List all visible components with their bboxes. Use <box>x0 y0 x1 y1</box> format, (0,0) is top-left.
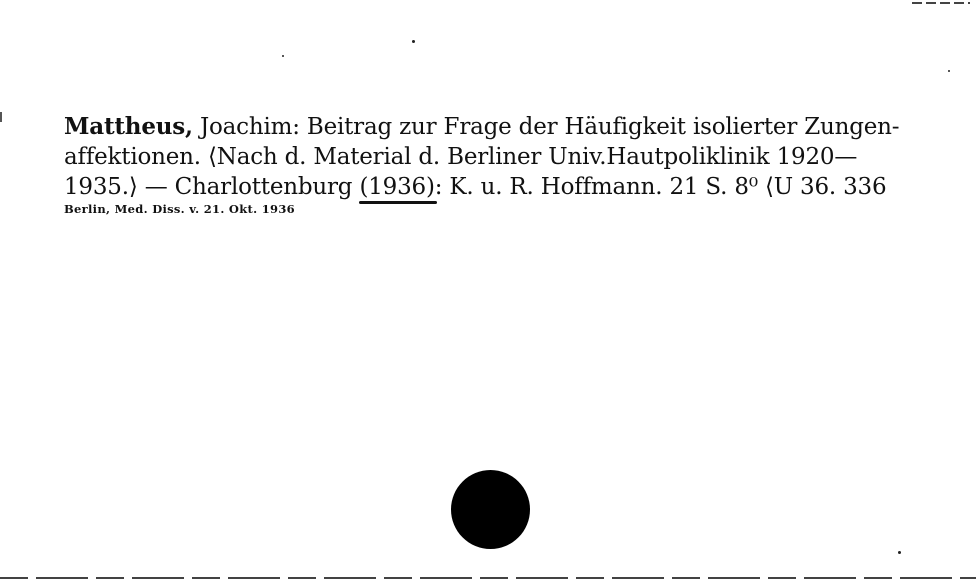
entry-line-2: affektionen. ⟨Nach d. Material d. Berliner Univ.Hautpoliklinik 1920— <box>64 144 858 170</box>
title-start: Joachim: Beitrag zur Frage der Häufigkeit isolierter Zungen- <box>192 114 900 140</box>
publisher-and-pages: : K. u. R. Hoffmann. 21 S. 8⁰ ⟨U 36. 336 <box>434 174 887 200</box>
bottom-edge-mark <box>0 577 976 579</box>
handwritten-underline <box>359 201 436 204</box>
speck <box>898 551 901 554</box>
speck <box>948 70 950 72</box>
place-of-publication: 1935.⟩ — Charlottenburg <box>64 174 360 200</box>
punch-hole <box>451 470 530 549</box>
speck <box>282 55 284 57</box>
entry-line-1 <box>64 112 924 142</box>
speck <box>412 40 415 43</box>
publication-year <box>359 174 434 200</box>
dissertation-note: Berlin, Med. Diss. v. 21. Okt. 1936 <box>64 202 295 216</box>
entry-line-3 <box>64 172 924 202</box>
top-edge-mark <box>912 2 970 4</box>
left-edge-mark <box>0 112 2 122</box>
publication-year-text: (1936) <box>359 174 435 200</box>
author-name: Mattheus, <box>64 113 193 140</box>
bibliographic-entry <box>64 112 924 202</box>
